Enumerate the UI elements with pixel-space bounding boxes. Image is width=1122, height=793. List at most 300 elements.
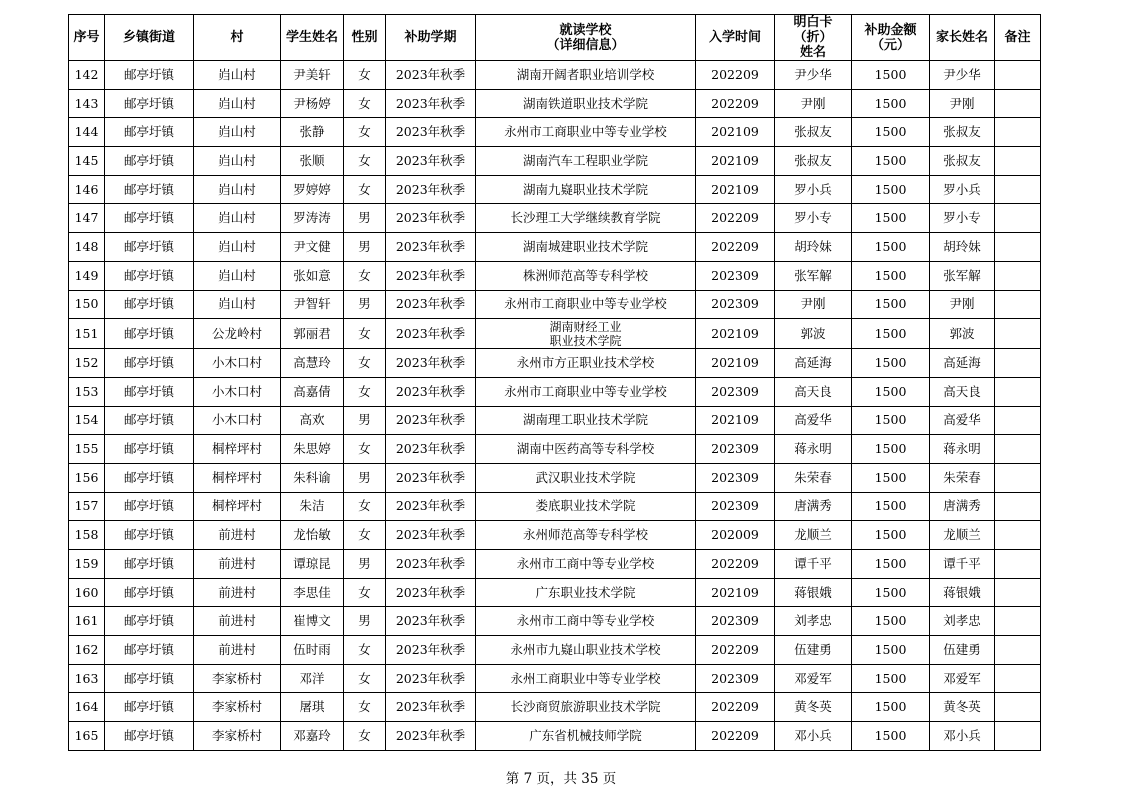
cell-remarks xyxy=(995,349,1041,378)
cell-township: 邮亭圩镇 xyxy=(105,406,194,435)
cell-school: 广东省机械技师学院 xyxy=(476,722,696,751)
cell-student-name: 高慧玲 xyxy=(281,349,344,378)
table-row xyxy=(69,61,1041,90)
cell-amount: 1500 xyxy=(852,435,930,464)
cell-index: 161 xyxy=(69,607,105,636)
cell-term: 2023年秋季 xyxy=(386,521,476,550)
cell-term: 2023年秋季 xyxy=(386,636,476,665)
cell-student-name: 张顺 xyxy=(281,147,344,176)
cell-gender: 男 xyxy=(344,290,386,319)
header-township: 乡镇街道 xyxy=(105,15,194,61)
cell-card-name: 高天良 xyxy=(775,377,852,406)
cell-remarks xyxy=(995,319,1041,349)
page-footer: 第 7 页，共 35 页 xyxy=(505,771,617,787)
cell-enroll-date: 202309 xyxy=(696,290,775,319)
cell-student-name: 邓洋 xyxy=(281,664,344,693)
cell-student-name: 尹智轩 xyxy=(281,290,344,319)
cell-gender: 女 xyxy=(344,61,386,90)
cell-township: 邮亭圩镇 xyxy=(105,204,194,233)
cell-index: 158 xyxy=(69,521,105,550)
cell-parent-name: 邓小兵 xyxy=(930,722,995,751)
cell-gender: 女 xyxy=(344,377,386,406)
cell-student-name: 尹杨婷 xyxy=(281,89,344,118)
cell-card-name: 蒋银娥 xyxy=(775,578,852,607)
cell-enroll-date: 202109 xyxy=(696,349,775,378)
header-enroll-date: 入学时间 xyxy=(696,15,775,61)
cell-card-name: 高爱华 xyxy=(775,406,852,435)
cell-student-name: 朱思婷 xyxy=(281,435,344,464)
cell-gender: 女 xyxy=(344,261,386,290)
cell-parent-name: 张军解 xyxy=(930,261,995,290)
cell-index: 153 xyxy=(69,377,105,406)
table-row xyxy=(69,463,1041,492)
cell-school: 永州市工商职业中等专业学校 xyxy=(476,118,696,147)
table-row xyxy=(69,664,1041,693)
cell-gender: 女 xyxy=(344,319,386,349)
cell-term: 2023年秋季 xyxy=(386,147,476,176)
cell-index: 144 xyxy=(69,118,105,147)
header-term: 补助学期 xyxy=(386,15,476,61)
table-row xyxy=(69,290,1041,319)
table-row xyxy=(69,147,1041,176)
cell-gender: 女 xyxy=(344,722,386,751)
cell-gender: 男 xyxy=(344,233,386,262)
cell-term: 2023年秋季 xyxy=(386,722,476,751)
cell-card-name: 尹刚 xyxy=(775,89,852,118)
cell-township: 邮亭圩镇 xyxy=(105,578,194,607)
cell-parent-name: 张叔友 xyxy=(930,118,995,147)
cell-card-name: 张军解 xyxy=(775,261,852,290)
cell-parent-name: 龙顺兰 xyxy=(930,521,995,550)
cell-parent-name: 罗小兵 xyxy=(930,175,995,204)
cell-term: 2023年秋季 xyxy=(386,664,476,693)
cell-village: 桐梓坪村 xyxy=(194,463,281,492)
table-row xyxy=(69,261,1041,290)
cell-amount: 1500 xyxy=(852,175,930,204)
cell-village: 公龙岭村 xyxy=(194,319,281,349)
cell-parent-name: 郭波 xyxy=(930,319,995,349)
cell-index: 145 xyxy=(69,147,105,176)
cell-school: 永州市工商中等专业学校 xyxy=(476,607,696,636)
cell-amount: 1500 xyxy=(852,406,930,435)
cell-enroll-date: 202109 xyxy=(696,147,775,176)
cell-gender: 女 xyxy=(344,89,386,118)
cell-index: 164 xyxy=(69,693,105,722)
cell-school: 湖南九嶷职业技术学院 xyxy=(476,175,696,204)
cell-card-name: 郭波 xyxy=(775,319,852,349)
cell-term: 2023年秋季 xyxy=(386,349,476,378)
cell-card-name: 高延海 xyxy=(775,349,852,378)
table-row xyxy=(69,204,1041,233)
cell-amount: 1500 xyxy=(852,578,930,607)
cell-township: 邮亭圩镇 xyxy=(105,61,194,90)
cell-term: 2023年秋季 xyxy=(386,118,476,147)
cell-gender: 男 xyxy=(344,550,386,579)
cell-term: 2023年秋季 xyxy=(386,693,476,722)
cell-gender: 女 xyxy=(344,349,386,378)
cell-remarks xyxy=(995,607,1041,636)
table-row xyxy=(69,406,1041,435)
cell-index: 143 xyxy=(69,89,105,118)
cell-student-name: 崔博文 xyxy=(281,607,344,636)
cell-school: 湖南汽车工程职业学院 xyxy=(476,147,696,176)
cell-card-name: 邓小兵 xyxy=(775,722,852,751)
cell-school: 娄底职业技术学院 xyxy=(476,492,696,521)
cell-remarks xyxy=(995,435,1041,464)
cell-card-name: 张叔友 xyxy=(775,147,852,176)
cell-amount: 1500 xyxy=(852,521,930,550)
cell-township: 邮亭圩镇 xyxy=(105,290,194,319)
cell-village: 岿山村 xyxy=(194,204,281,233)
cell-card-name: 黄冬英 xyxy=(775,693,852,722)
cell-index: 142 xyxy=(69,61,105,90)
cell-index: 155 xyxy=(69,435,105,464)
cell-school: 永州市工商职业中等专业学校 xyxy=(476,377,696,406)
cell-index: 154 xyxy=(69,406,105,435)
cell-village: 前进村 xyxy=(194,521,281,550)
table-row xyxy=(69,578,1041,607)
cell-remarks xyxy=(995,693,1041,722)
cell-township: 邮亭圩镇 xyxy=(105,693,194,722)
cell-student-name: 尹美轩 xyxy=(281,61,344,90)
cell-student-name: 谭琼昆 xyxy=(281,550,344,579)
cell-card-name: 罗小兵 xyxy=(775,175,852,204)
cell-parent-name: 胡玲妹 xyxy=(930,233,995,262)
cell-term: 2023年秋季 xyxy=(386,578,476,607)
cell-amount: 1500 xyxy=(852,492,930,521)
cell-remarks xyxy=(995,722,1041,751)
cell-term: 2023年秋季 xyxy=(386,463,476,492)
cell-parent-name: 罗小专 xyxy=(930,204,995,233)
cell-card-name: 伍建勇 xyxy=(775,636,852,665)
cell-amount: 1500 xyxy=(852,377,930,406)
cell-school: 湖南财经工业 职业技术学院 xyxy=(476,319,696,349)
cell-enroll-date: 202309 xyxy=(696,377,775,406)
cell-parent-name: 高天良 xyxy=(930,377,995,406)
table-row xyxy=(69,607,1041,636)
cell-township: 邮亭圩镇 xyxy=(105,349,194,378)
cell-school: 湖南城建职业技术学院 xyxy=(476,233,696,262)
cell-term: 2023年秋季 xyxy=(386,435,476,464)
cell-enroll-date: 202009 xyxy=(696,521,775,550)
cell-enroll-date: 202109 xyxy=(696,578,775,607)
cell-amount: 1500 xyxy=(852,290,930,319)
cell-amount: 1500 xyxy=(852,607,930,636)
cell-index: 160 xyxy=(69,578,105,607)
cell-school: 长沙理工大学继续教育学院 xyxy=(476,204,696,233)
cell-enroll-date: 202209 xyxy=(696,233,775,262)
cell-village: 李家桥村 xyxy=(194,722,281,751)
cell-amount: 1500 xyxy=(852,463,930,492)
header-index: 序号 xyxy=(69,15,105,61)
cell-student-name: 罗涛涛 xyxy=(281,204,344,233)
header-amount: 补助金额 （元） xyxy=(852,15,930,61)
cell-enroll-date: 202309 xyxy=(696,435,775,464)
cell-school: 湖南铁道职业技术学院 xyxy=(476,89,696,118)
cell-remarks xyxy=(995,636,1041,665)
cell-enroll-date: 202309 xyxy=(696,492,775,521)
cell-gender: 女 xyxy=(344,636,386,665)
cell-enroll-date: 202109 xyxy=(696,118,775,147)
header-school: 就读学校 （详细信息） xyxy=(476,15,696,61)
header-student-name: 学生姓名 xyxy=(281,15,344,61)
cell-school: 永州师范高等专科学校 xyxy=(476,521,696,550)
cell-gender: 男 xyxy=(344,607,386,636)
cell-school: 永州市工商职业中等专业学校 xyxy=(476,290,696,319)
cell-parent-name: 尹刚 xyxy=(930,89,995,118)
cell-gender: 女 xyxy=(344,492,386,521)
cell-index: 148 xyxy=(69,233,105,262)
cell-township: 邮亭圩镇 xyxy=(105,607,194,636)
table-row xyxy=(69,118,1041,147)
cell-student-name: 朱洁 xyxy=(281,492,344,521)
table-row xyxy=(69,693,1041,722)
cell-parent-name: 刘孝忠 xyxy=(930,607,995,636)
cell-card-name: 张叔友 xyxy=(775,118,852,147)
cell-gender: 男 xyxy=(344,204,386,233)
cell-school: 广东职业技术学院 xyxy=(476,578,696,607)
cell-school: 株洲师范高等专科学校 xyxy=(476,261,696,290)
cell-card-name: 朱荣春 xyxy=(775,463,852,492)
cell-student-name: 屠琪 xyxy=(281,693,344,722)
cell-township: 邮亭圩镇 xyxy=(105,175,194,204)
cell-card-name: 尹刚 xyxy=(775,290,852,319)
cell-term: 2023年秋季 xyxy=(386,406,476,435)
cell-student-name: 罗婷婷 xyxy=(281,175,344,204)
cell-term: 2023年秋季 xyxy=(386,290,476,319)
cell-enroll-date: 202309 xyxy=(696,664,775,693)
cell-term: 2023年秋季 xyxy=(386,550,476,579)
cell-remarks xyxy=(995,175,1041,204)
header-card-name: 明白卡（折） 姓名 xyxy=(775,15,852,61)
cell-village: 岿山村 xyxy=(194,175,281,204)
cell-card-name: 刘孝忠 xyxy=(775,607,852,636)
cell-parent-name: 尹刚 xyxy=(930,290,995,319)
cell-amount: 1500 xyxy=(852,636,930,665)
cell-term: 2023年秋季 xyxy=(386,233,476,262)
cell-village: 岿山村 xyxy=(194,61,281,90)
cell-amount: 1500 xyxy=(852,261,930,290)
cell-enroll-date: 202209 xyxy=(696,89,775,118)
cell-amount: 1500 xyxy=(852,118,930,147)
cell-parent-name: 黄冬英 xyxy=(930,693,995,722)
table-row xyxy=(69,435,1041,464)
cell-village: 桐梓坪村 xyxy=(194,435,281,464)
cell-student-name: 高欢 xyxy=(281,406,344,435)
cell-remarks xyxy=(995,406,1041,435)
cell-village: 小木口村 xyxy=(194,349,281,378)
cell-enroll-date: 202309 xyxy=(696,261,775,290)
cell-gender: 女 xyxy=(344,147,386,176)
cell-gender: 男 xyxy=(344,463,386,492)
cell-village: 岿山村 xyxy=(194,261,281,290)
cell-township: 邮亭圩镇 xyxy=(105,492,194,521)
cell-amount: 1500 xyxy=(852,147,930,176)
header-parent-name: 家长姓名 xyxy=(930,15,995,61)
table-row xyxy=(69,521,1041,550)
cell-card-name: 胡玲妹 xyxy=(775,233,852,262)
cell-remarks xyxy=(995,61,1041,90)
cell-remarks xyxy=(995,290,1041,319)
cell-term: 2023年秋季 xyxy=(386,377,476,406)
cell-index: 150 xyxy=(69,290,105,319)
cell-enroll-date: 202109 xyxy=(696,319,775,349)
cell-enroll-date: 202209 xyxy=(696,636,775,665)
cell-village: 小木口村 xyxy=(194,406,281,435)
cell-amount: 1500 xyxy=(852,550,930,579)
cell-school: 湖南开阔者职业培训学校 xyxy=(476,61,696,90)
table-row xyxy=(69,722,1041,751)
table-row xyxy=(69,636,1041,665)
cell-term: 2023年秋季 xyxy=(386,261,476,290)
cell-parent-name: 唐满秀 xyxy=(930,492,995,521)
cell-parent-name: 邓爱军 xyxy=(930,664,995,693)
cell-parent-name: 尹少华 xyxy=(930,61,995,90)
cell-school: 永州市九嶷山职业技术学校 xyxy=(476,636,696,665)
table-row xyxy=(69,175,1041,204)
table-row xyxy=(69,349,1041,378)
cell-enroll-date: 202109 xyxy=(696,406,775,435)
cell-parent-name: 朱荣春 xyxy=(930,463,995,492)
cell-student-name: 李思佳 xyxy=(281,578,344,607)
cell-gender: 女 xyxy=(344,693,386,722)
cell-enroll-date: 202209 xyxy=(696,550,775,579)
cell-index: 165 xyxy=(69,722,105,751)
cell-card-name: 罗小专 xyxy=(775,204,852,233)
cell-remarks xyxy=(995,521,1041,550)
cell-parent-name: 伍建勇 xyxy=(930,636,995,665)
cell-card-name: 蒋永明 xyxy=(775,435,852,464)
table-row xyxy=(69,492,1041,521)
cell-index: 147 xyxy=(69,204,105,233)
cell-remarks xyxy=(995,578,1041,607)
cell-village: 岿山村 xyxy=(194,233,281,262)
cell-enroll-date: 202209 xyxy=(696,61,775,90)
cell-township: 邮亭圩镇 xyxy=(105,377,194,406)
cell-amount: 1500 xyxy=(852,233,930,262)
cell-remarks xyxy=(995,550,1041,579)
cell-remarks xyxy=(995,377,1041,406)
cell-gender: 女 xyxy=(344,118,386,147)
cell-village: 前进村 xyxy=(194,578,281,607)
cell-student-name: 龙怡敏 xyxy=(281,521,344,550)
cell-card-name: 唐满秀 xyxy=(775,492,852,521)
cell-school: 永州市方正职业技术学校 xyxy=(476,349,696,378)
cell-remarks xyxy=(995,492,1041,521)
cell-remarks xyxy=(995,233,1041,262)
table-row xyxy=(69,89,1041,118)
cell-township: 邮亭圩镇 xyxy=(105,147,194,176)
cell-gender: 女 xyxy=(344,521,386,550)
cell-village: 李家桥村 xyxy=(194,693,281,722)
cell-student-name: 伍时雨 xyxy=(281,636,344,665)
cell-gender: 女 xyxy=(344,435,386,464)
cell-student-name: 邓嘉玲 xyxy=(281,722,344,751)
cell-amount: 1500 xyxy=(852,349,930,378)
cell-school: 永州市工商中等专业学校 xyxy=(476,550,696,579)
cell-card-name: 尹少华 xyxy=(775,61,852,90)
cell-village: 桐梓坪村 xyxy=(194,492,281,521)
cell-township: 邮亭圩镇 xyxy=(105,233,194,262)
cell-term: 2023年秋季 xyxy=(386,175,476,204)
cell-amount: 1500 xyxy=(852,693,930,722)
table-row xyxy=(69,319,1041,349)
cell-enroll-date: 202209 xyxy=(696,204,775,233)
cell-school: 湖南中医药高等专科学校 xyxy=(476,435,696,464)
cell-enroll-date: 202109 xyxy=(696,175,775,204)
cell-school: 湖南理工职业技术学院 xyxy=(476,406,696,435)
cell-village: 小木口村 xyxy=(194,377,281,406)
cell-township: 邮亭圩镇 xyxy=(105,463,194,492)
cell-village: 岿山村 xyxy=(194,290,281,319)
cell-index: 151 xyxy=(69,319,105,349)
cell-parent-name: 高爱华 xyxy=(930,406,995,435)
cell-student-name: 朱科谕 xyxy=(281,463,344,492)
cell-index: 156 xyxy=(69,463,105,492)
cell-parent-name: 蒋银娥 xyxy=(930,578,995,607)
cell-amount: 1500 xyxy=(852,204,930,233)
cell-card-name: 邓爱军 xyxy=(775,664,852,693)
cell-term: 2023年秋季 xyxy=(386,89,476,118)
cell-parent-name: 谭千平 xyxy=(930,550,995,579)
cell-amount: 1500 xyxy=(852,61,930,90)
cell-index: 162 xyxy=(69,636,105,665)
cell-amount: 1500 xyxy=(852,664,930,693)
cell-term: 2023年秋季 xyxy=(386,607,476,636)
cell-township: 邮亭圩镇 xyxy=(105,550,194,579)
cell-card-name: 龙顺兰 xyxy=(775,521,852,550)
cell-enroll-date: 202309 xyxy=(696,607,775,636)
cell-student-name: 尹文健 xyxy=(281,233,344,262)
cell-township: 邮亭圩镇 xyxy=(105,636,194,665)
cell-gender: 男 xyxy=(344,406,386,435)
cell-township: 邮亭圩镇 xyxy=(105,435,194,464)
cell-student-name: 郭丽君 xyxy=(281,319,344,349)
cell-index: 152 xyxy=(69,349,105,378)
cell-student-name: 张静 xyxy=(281,118,344,147)
cell-amount: 1500 xyxy=(852,89,930,118)
cell-student-name: 高嘉倩 xyxy=(281,377,344,406)
header-village: 村 xyxy=(194,15,281,61)
cell-school: 长沙商贸旅游职业技术学院 xyxy=(476,693,696,722)
cell-remarks xyxy=(995,147,1041,176)
table-row xyxy=(69,377,1041,406)
cell-index: 146 xyxy=(69,175,105,204)
header-remarks: 备注 xyxy=(995,15,1041,61)
cell-remarks xyxy=(995,89,1041,118)
cell-term: 2023年秋季 xyxy=(386,492,476,521)
table-row xyxy=(69,233,1041,262)
cell-card-name: 谭千平 xyxy=(775,550,852,579)
cell-index: 149 xyxy=(69,261,105,290)
cell-township: 邮亭圩镇 xyxy=(105,89,194,118)
cell-township: 邮亭圩镇 xyxy=(105,118,194,147)
cell-term: 2023年秋季 xyxy=(386,61,476,90)
cell-village: 岿山村 xyxy=(194,147,281,176)
cell-index: 163 xyxy=(69,664,105,693)
cell-township: 邮亭圩镇 xyxy=(105,722,194,751)
cell-township: 邮亭圩镇 xyxy=(105,521,194,550)
cell-village: 岿山村 xyxy=(194,118,281,147)
cell-parent-name: 蒋永明 xyxy=(930,435,995,464)
cell-gender: 女 xyxy=(344,175,386,204)
cell-amount: 1500 xyxy=(852,722,930,751)
cell-remarks xyxy=(995,664,1041,693)
cell-village: 前进村 xyxy=(194,607,281,636)
header-row xyxy=(69,15,1041,61)
cell-term: 2023年秋季 xyxy=(386,319,476,349)
cell-remarks xyxy=(995,118,1041,147)
